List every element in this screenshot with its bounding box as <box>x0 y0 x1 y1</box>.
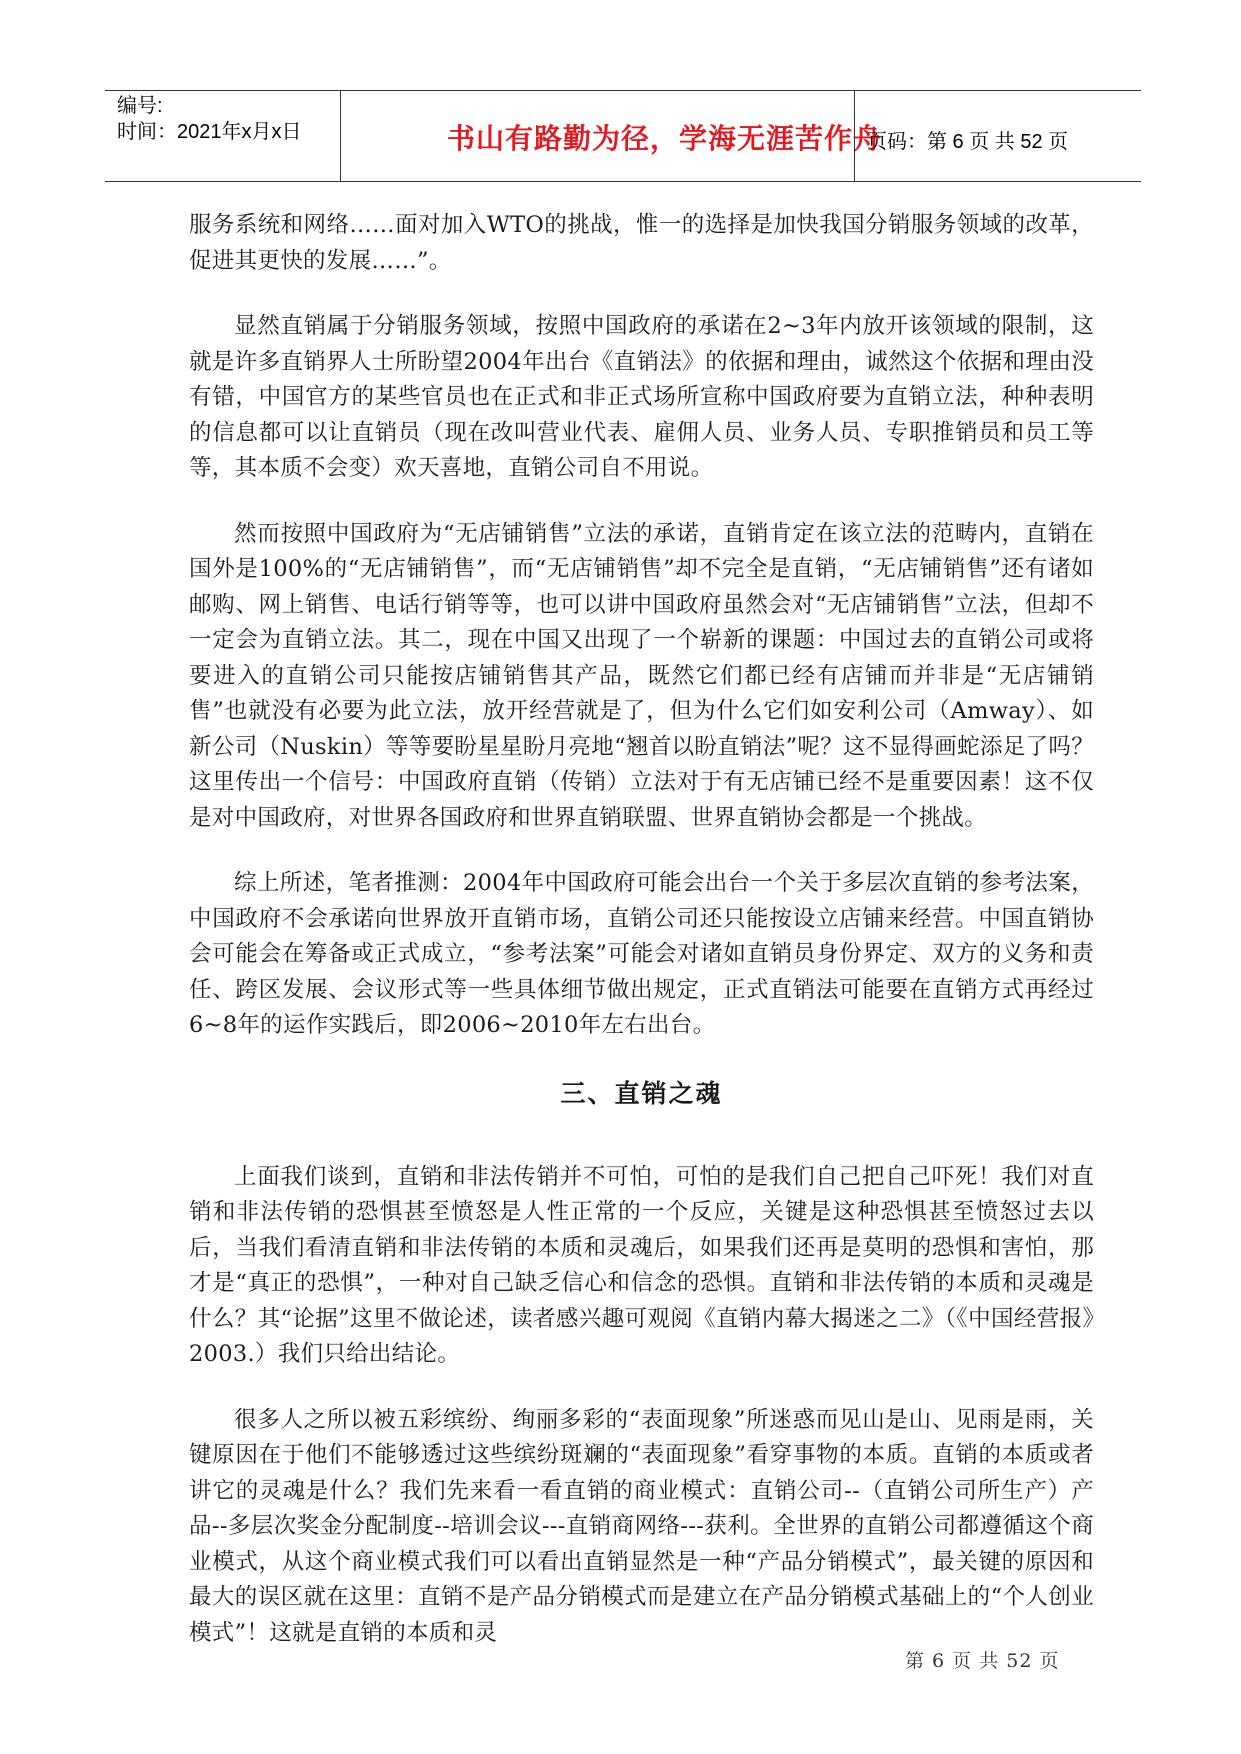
paragraph: 综上所述，笔者推测：2004年中国政府可能会出台一个关于多层次直销的参考法案，中国政府不会承诺向世界放开直销市场，直销公司还只能按设立店铺来经营。中国直销协会可能会在筹备或正式成立，“参考法案”可能会对诸如直销员身份界定、双方的义务和责任、跨区发展、会议形式等一些具体细节做出规定，正式直销法可能要在直销方式再经过6~8年的运作实践后，即2006~2010年左右出台。 <box>189 870 1094 1038</box>
section-heading: 三、直销之魂 <box>560 1078 723 1108</box>
paragraph: 很多人之所以被五彩缤纷、绚丽多彩的“表面现象”所迷惑而见山是山、见雨是雨，关键原因在于他们不能够透过这些缤纷斑斓的“表面现象”看穿事物的本质。直销的本质或者讲它的灵魂是什么？我们先来看一看直销的商业模式：直销公司--（直销公司所生产）产品--多层次奖金分配制度--培训会议---直销商网络---获利。全世界的直销公司都遵循这个商业模式，从这个商业模式我们可以看出直销显然是一种“产品分销模式”，最关键的原因和最大的误区就在这里：直销不是产品分销模式而是建立在产品分销模式基础上的“个人创业模式”！这就是直销的本质和灵 <box>189 1406 1094 1646</box>
paragraph: 上面我们谈到，直销和非法传销并不可怕，可怕的是我们自己把自己吓死！我们对直销和非法传销的恐惧甚至愤怒是人性正常的一个反应，关键是这种恐惧甚至愤怒过去以后，当我们看清直销和非法传销的本质和灵魂后，如果我们还再是莫明的恐惧和害怕，那才是“真正的恐惧”，一种对自己缺乏信心和信念的恐惧。直销和非法传销的本质和灵魂是什么？其“论据”这里不做论述，读者感兴趣可观阅《直销内幕大揭迷之二》（《中国经营报》2003.）我们只给出结论。 <box>189 1163 1094 1367</box>
page-header <box>105 90 1141 182</box>
header-divider-right <box>854 91 855 181</box>
paragraph: 显然直销属于分销服务领域，按照中国政府的承诺在2~3年内放开该领域的限制，这就是许多直销界人士所盼望2004年出台《直销法》的依据和理由，诚然这个依据和理由没有错，中国官方的某些官员也在正式和非正式场所宣称中国政府要为直销立法，种种表明的信息都可以让直销员（现在改叫营业代表、雇佣人员、业务人员、专职推销员和员工等等，其本质不会变）欢天喜地，直销公司自不用说。 <box>189 313 1094 481</box>
paragraph: 然而按照中国政府为“无店铺销售”立法的承诺，直销肯定在该立法的范畴内，直销在国外是100%的“无店铺销售”，而“无店铺销售”却不完全是直销，“无店铺销售”还有诸如邮购、网上销售、电话行销等等，也可以讲中国政府虽然会对“无店铺销售”立法，但却不一定会为直销立法。其二，现在中国又出现了一个崭新的课题：中国过去的直销公司或将要进入的直销公司只能按店铺销售其产品，既然它们都已经有店铺而并非是“无店铺销售”也就没有必要为此立法，放开经营就是了，但为什么它们如安利公司（Amway）、如新公司（Nuskin）等等要盼星星盼月亮地“翘首以盼直销法”呢？这不显得画蛇添足了吗？这里传出一个信号：中国政府直销（传销）立法对于有无店铺已经不是重要因素！这不仅是对中国政府，对世界各国政府和世界直销联盟、世界直销协会都是一个挑战。 <box>189 520 1094 831</box>
document-time-label: 时间：2021年x月x日 <box>117 121 302 143</box>
header-divider-left <box>340 91 341 181</box>
document-number-label: 编号: <box>117 95 163 117</box>
paragraph-continued: 服务系统和网络……面对加入WTO的挑战，惟一的选择是加快我国分销服务领域的改革，促进其更快的发展……”。 <box>189 212 1094 274</box>
document-body <box>189 208 1094 1681</box>
header-meta <box>117 93 302 145</box>
header-motto: 书山有路勤为径，学海无涯苦作舟 <box>446 122 882 155</box>
page-footer-number: 第 6 页 共 52 页 <box>905 1650 1060 1672</box>
header-page-number: 页码：第 6 页 共 52 页 <box>867 131 1069 153</box>
